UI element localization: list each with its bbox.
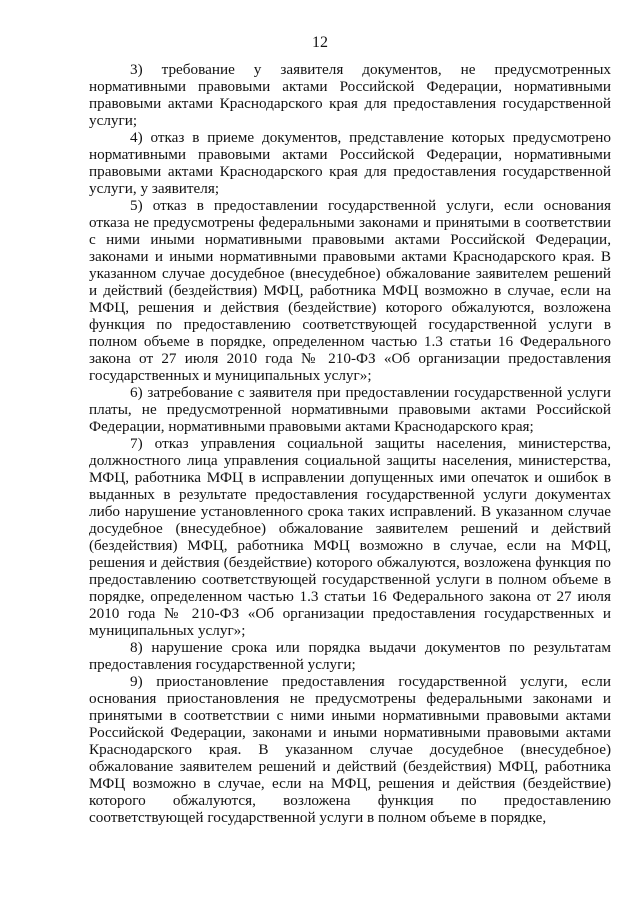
paragraph-item-3: 3) требование у заявителя документов, не предусмотренных нормативными правовыми актами Российской Федерации, нормативными правовыми актами Краснодарского края для предоставления государственной услуги; (89, 61, 611, 129)
document-body (89, 61, 611, 826)
paragraph-item-4: 4) отказ в приеме документов, представление которых предусмотрено нормативными правовыми актами Российской Федерации, нормативными правовыми актами Краснодарского края для предоставления государственной услуги, у заявителя; (89, 129, 611, 197)
paragraph-item-9: 9) приостановление предоставления государственной услуги, если основания приостановления не предусмотрены федеральными законами и принятыми в соответствии с ними иными нормативными правовыми актами Российской Федерации, законами и иными нормативными правовыми актами Краснодарского края. В указанном случае досудебное (внесудебное) обжалование заявителем решений и действий (бездействия) МФЦ, работника МФЦ возможно в случае, если на МФЦ, решения и действия (бездействие) которого обжалуются, возложена функция по предоставлению соответствующей государственной услуги в полном объеме в порядке, (89, 673, 611, 826)
paragraph-item-8: 8) нарушение срока или порядка выдачи документов по результатам предоставления государственной услуги; (89, 639, 611, 673)
paragraph-item-7: 7) отказ управления социальной защиты населения, министерства, должностного лица управления социальной защиты населения, министерства, МФЦ, работника МФЦ в исправлении допущенных ими опечаток и ошибок в выданных в результате предоставления государственной услуги документах либо нарушение установленного срока таких исправлений. В указанном случае досудебное (внесудебное) обжалование заявителем решений и действий (бездействия) МФЦ, работника МФЦ возможно в случае, если на МФЦ, решения и действия (бездействие) которого обжалуются, возложена функция по предоставлению соответствующей государственной услуги в полном объеме в порядке, определенном частью 1.3 статьи 16 Федерального закона от 27 июля 2010 года № 210-ФЗ «Об организации предоставления государственных и муниципальных услуг»; (89, 435, 611, 639)
paragraph-item-6: 6) затребование с заявителя при предоставлении государственной услуги платы, не предусмотренной нормативными правовыми актами Российской Федерации, нормативными правовыми актами Краснодарского края; (89, 384, 611, 435)
page-number: 12 (312, 34, 328, 51)
paragraph-item-5: 5) отказ в предоставлении государственной услуги, если основания отказа не предусмотрены федеральными законами и принятыми в соответствии с ними иными нормативными правовыми актами Российской Федерации, законами и иными нормативными правовыми актами Краснодарского края. В указанном случае досудебное (внесудебное) обжалование заявителем решений и действий (бездействия) МФЦ, работника МФЦ возможно в случае, если на МФЦ, решения и действия (бездействие) которого обжалуются, возложена функция по предоставлению соответствующей государственной услуги в полном объеме в порядке, определенном частью 1.3 статьи 16 Федерального закона от 27 июля 2010 года № 210-ФЗ «Об организации предоставления государственных и муниципальных услуг»; (89, 197, 611, 384)
